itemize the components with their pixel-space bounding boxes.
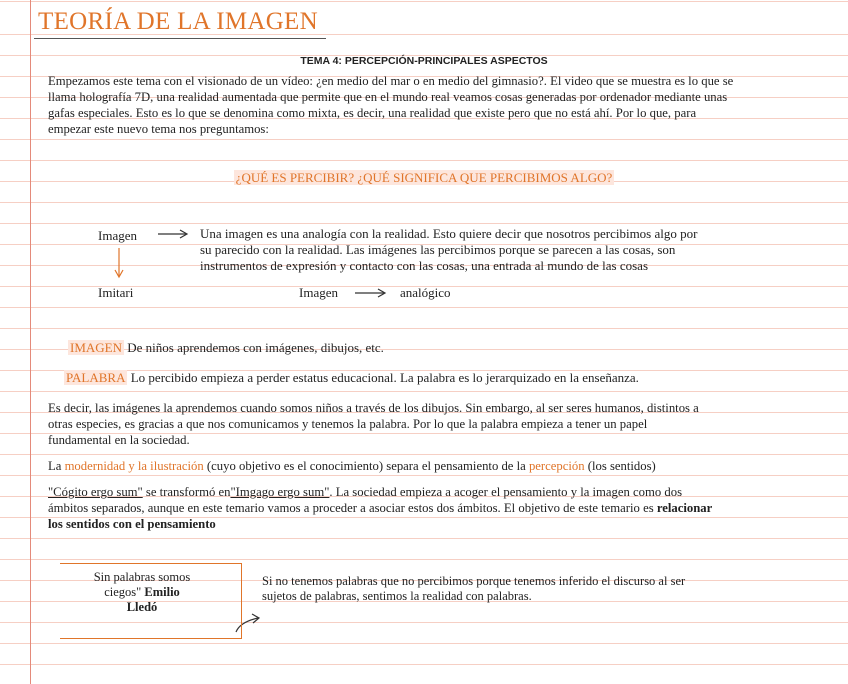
quote-line-1: Sin palabras somos xyxy=(93,570,191,584)
section-subtitle: TEMA 4: PERCEPCIÓN-PRINCIPALES ASPECTOS xyxy=(300,55,548,67)
right-arrow-1 xyxy=(158,230,187,238)
cogito-line-2b: relacionar xyxy=(656,501,713,515)
explanation-line-2: otras especies, es gracias a que nos comunicamos y tenemos la palabra. Por lo que la palabra empieza a tener un papel xyxy=(48,417,648,431)
palabra-tag: PALABRA xyxy=(66,370,126,385)
down-arrow xyxy=(115,248,123,277)
cogito-quote: "Cógito ergo sum" xyxy=(48,485,143,499)
cogito-line-2a: ámbitos separados, aunque en este temario vamos a proceder a asociar estos dos ámbitos. El objetivo de este temario es xyxy=(48,501,654,515)
intro-line-2: llama holografía 7D, una realidad aumentada que permite que en el mundo real veamos cosas generadas por ordenador mediante unas xyxy=(48,90,728,104)
imagen-label-2: Imagen xyxy=(299,285,338,300)
quote-note-line-2: sujetos de palabras, sentimos la realidad con palabras. xyxy=(262,589,532,603)
page-title: TEORÍA DE LA IMAGEN xyxy=(38,8,318,35)
percepcion-highlight: percepción xyxy=(528,459,585,473)
palabra-row xyxy=(64,370,639,386)
analogico-label: analógico xyxy=(400,285,451,300)
quote-text xyxy=(62,570,222,615)
def-line-2: su parecido con la realidad. Las imágenes las percibimos porque se parecen a las cosas, son xyxy=(200,242,676,257)
quote-author-1: Emilio xyxy=(144,585,180,599)
cogito-line-2 xyxy=(48,500,838,516)
imagen-text: De niños aprendemos con imágenes, dibujos, etc. xyxy=(127,340,384,355)
imagen-label: Imagen xyxy=(98,228,137,243)
explanation-line-3: fundamental en la sociedad. xyxy=(48,433,190,447)
right-arrow-2 xyxy=(355,289,385,297)
cogito-text-1: se transformó en xyxy=(145,485,231,499)
modernity-highlight: modernidad y la ilustración xyxy=(64,459,204,473)
modernity-pre: La xyxy=(48,459,62,473)
imagen-row xyxy=(68,340,384,356)
quote-author-2: Lledó xyxy=(126,600,158,614)
imagen-definition xyxy=(200,226,697,274)
cogito-line-3: los sentidos con el pensamiento xyxy=(48,517,216,531)
imagen-tag: IMAGEN xyxy=(70,340,122,355)
intro-line-1: Empezamos este tema con el visionado de un vídeo: ¿en medio del mar o en medio del gimnasio?. El video que se muestra es lo que se xyxy=(48,74,734,88)
intro-line-4: empezar este nuevo tema nos preguntamos: xyxy=(48,122,269,136)
intro-line-3: gafas especiales. Esto es lo que se denomina como mixta, es decir, una realidad que existe pero que no está ahí. Por lo que, para xyxy=(48,106,697,120)
def-line-1: Una imagen es una analogía con la realidad. Esto quiere decir que nosotros percibimos algo por xyxy=(200,226,698,241)
modernity-line xyxy=(48,458,838,474)
cogito-line-1 xyxy=(48,484,838,500)
modernity-mid: (cuyo objetivo es el conocimiento) separa el pensamiento de la xyxy=(206,459,526,473)
modernity-post: (los sentidos) xyxy=(587,459,656,473)
imago-quote: "Imgago ergo sum" xyxy=(230,485,330,499)
def-line-3: instrumentos de expresión y contacto con las cosas, una entrada al mundo de las cosas xyxy=(200,258,649,273)
quote-note-line-1: Si no tenemos palabras que no percibimos porque tenemos inferido el discurso al ser xyxy=(262,574,686,588)
palabra-text: Lo percibido empieza a perder estatus educacional. La palabra es lo jerarquizado en la enseñanza. xyxy=(130,370,639,385)
cogito-text-2: . La sociedad empieza a acoger el pensamiento y la imagen como dos xyxy=(329,485,683,499)
imitari-label: Imitari xyxy=(98,285,134,300)
quote-line-2: ciegos" xyxy=(104,585,142,599)
quote-note xyxy=(262,574,685,604)
explanation-line-1: Es decir, las imágenes la aprendemos cuando somos niños a través de los dibujos. Sin embargo, al ser seres humanos, distintos a xyxy=(48,401,699,415)
key-question-text: ¿QUÉ ES PERCIBIR? ¿QUÉ SIGNIFICA QUE PERCIBIMOS ALGO? xyxy=(235,170,613,185)
